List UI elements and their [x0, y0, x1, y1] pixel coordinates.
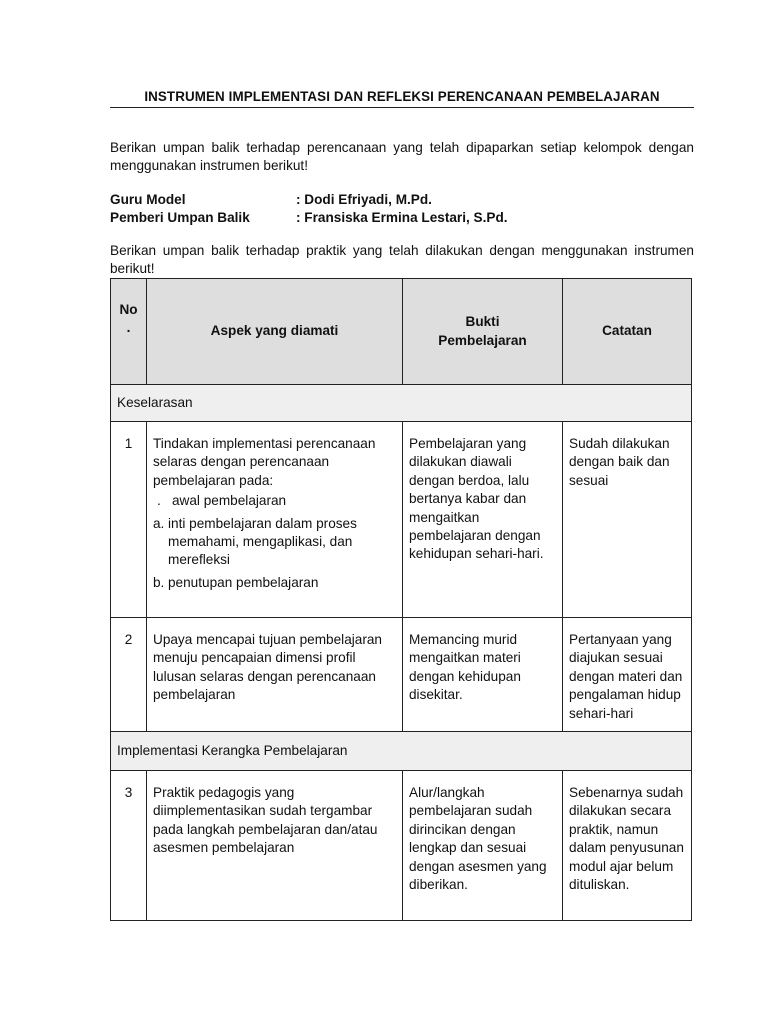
table-row	[111, 771, 692, 921]
section-label: Keselarasan	[111, 385, 692, 422]
pemberi-umpan-balik-value: : Fransiska Ermina Lestari, S.Pd.	[296, 210, 508, 225]
pemberi-umpan-balik-label: Pemberi Umpan Balik	[110, 210, 250, 225]
row-number: 2	[111, 618, 147, 732]
bukti-cell: Alur/langkah pembelajaran sudah dirincikan dengan lengkap dan sesuai dengan asesmen yang diberikan.	[403, 771, 563, 921]
catatan-cell: Sudah dilakukan dengan baik dan sesuai	[563, 422, 692, 618]
list-marker: b.	[153, 574, 165, 590]
guru-model-value: : Dodi Efriyadi, M.Pd.	[296, 192, 432, 207]
header-catatan: Catatan	[563, 279, 692, 385]
header-no-text: No	[119, 302, 138, 317]
list-marker: .	[157, 493, 161, 509]
list-text: penutupan pembelajaran	[168, 574, 319, 590]
list-item	[153, 574, 396, 592]
intro2-paragraph: Berikan umpan balik terhadap praktik yang telah dilakukan dengan menggunakan instrumen berikut!	[110, 243, 694, 276]
header-bukti: Bukti Pembelajaran	[403, 279, 563, 385]
aspek-cell	[147, 422, 403, 618]
guru-model-label: Guru Model	[110, 192, 186, 207]
table-header-row	[111, 279, 692, 385]
document-title: INSTRUMEN IMPLEMENTASI DAN REFLEKSI PERENCANAAN PEMBELAJARAN	[144, 89, 660, 104]
list-text: inti pembelajaran dalam proses memahami, mengaplikasi, dan merefleksi	[168, 515, 357, 568]
catatan-cell: Sebenarnya sudah dilakukan secara praktik, namun dalam penyusunan modul ajar belum dituliskan.	[563, 771, 692, 921]
list-item	[153, 492, 396, 510]
guru-model-line	[110, 191, 432, 209]
bukti-cell: Pembelajaran yang dilakukan diawali dengan berdoa, lalu bertanya kabar dan mengaitkan pembelajaran dengan kehidupan sehari-hari.	[403, 422, 563, 618]
header-no-dot: .	[126, 320, 131, 336]
aspek-cell: Praktik pedagogis yang diimplementasikan sudah tergambar pada langkah pembelajaran dan/atau asesmen pembelajaran	[147, 771, 403, 921]
table-row	[111, 422, 692, 618]
list-marker: a.	[153, 515, 165, 531]
section-row-implementasi	[111, 732, 692, 771]
aspek-intro: Tindakan implementasi perencanaan selaras dengan perencanaan pembelajaran pada:	[153, 436, 376, 488]
header-no	[111, 279, 147, 385]
bukti-cell: Memancing murid mengaitkan materi dengan kehidupan disekitar.	[403, 618, 563, 732]
intro-paragraph: Berikan umpan balik terhadap perencanaan yang telah dipaparkan setiap kelompok dengan menggunakan instrumen berikut!	[110, 140, 694, 173]
list-item	[153, 515, 396, 570]
title-underline	[110, 107, 694, 108]
aspek-cell: Upaya mencapai tujuan pembelajaran menuju pencapaian dimensi profil lulusan selaras dengan perencanaan pembelajaran	[147, 618, 403, 732]
section-row-keselarasan	[111, 385, 692, 422]
aspek-item-list	[153, 492, 396, 592]
header-aspek: Aspek yang diamati	[147, 279, 403, 385]
instrument-table	[110, 278, 692, 921]
list-text: awal pembelajaran	[172, 493, 287, 509]
pemberi-umpan-balik-line	[110, 209, 508, 227]
row-number: 1	[111, 422, 147, 618]
section-label: Implementasi Kerangka Pembelajaran	[111, 732, 692, 771]
row-number: 3	[111, 771, 147, 921]
catatan-cell: Pertanyaan yang diajukan sesuai dengan materi dan pengalaman hidup sehari-hari	[563, 618, 692, 732]
table-row	[111, 618, 692, 732]
